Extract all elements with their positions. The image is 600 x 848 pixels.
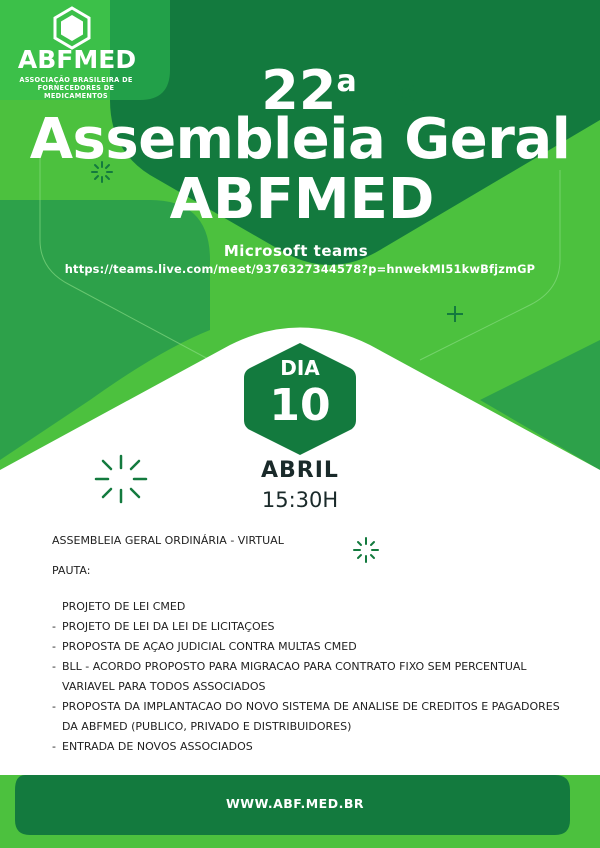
agenda-dash: - bbox=[52, 640, 56, 653]
meeting-platform: Microsoft teams bbox=[223, 242, 369, 260]
hexagon-logo-icon bbox=[50, 6, 94, 50]
meeting-link[interactable]: https://teams.live.com/meet/9376327344578?p=hnwekMI51kwBfjzmGP bbox=[64, 262, 536, 276]
agenda-dash: - bbox=[52, 660, 56, 673]
agenda-item-text: PROPOSTA DE AÇAO JUDICIAL CONTRA MULTAS CMED bbox=[62, 640, 357, 653]
agenda-label: PAUTA: bbox=[52, 564, 91, 577]
logo-subtitle-line2: FORNECEDORES DE MEDICAMENTOS bbox=[37, 84, 115, 100]
agenda-item-text: BLL - ACORDO PROPOSTO PARA MIGRACAO PARA CONTRATO FIXO SEM PERCENTUAL VARIAVEL PARA TODOS ASSOCIADOS bbox=[62, 660, 527, 693]
agenda-item bbox=[52, 737, 572, 757]
day-number: 10 bbox=[269, 380, 331, 431]
logo-name: ABFMED bbox=[17, 45, 137, 74]
agenda-item-text: PROJETO DE LEI CMED bbox=[62, 600, 186, 613]
event-time: 15:30H bbox=[261, 488, 339, 512]
event-month: ABRIL bbox=[261, 458, 339, 483]
agenda-item bbox=[52, 597, 572, 617]
agenda-dash: - bbox=[52, 700, 56, 713]
event-title: Assembleia Geral bbox=[29, 107, 571, 172]
logo-subtitle-line1: ASSOCIAÇÃO BRASILEIRA DE bbox=[19, 76, 133, 84]
day-label: DIA bbox=[280, 356, 320, 380]
event-organization: ABFMED bbox=[169, 167, 435, 232]
edition-ordinal: a bbox=[336, 64, 357, 99]
plus-icon bbox=[447, 306, 463, 322]
agenda-dash: - bbox=[52, 740, 56, 753]
agenda-dash: - bbox=[52, 620, 56, 633]
agenda-item bbox=[52, 657, 572, 697]
assembly-type: ASSEMBLEIA GERAL ORDINÁRIA - VIRTUAL bbox=[52, 534, 284, 547]
agenda-list bbox=[52, 597, 572, 757]
edition-number-value: 22 bbox=[261, 59, 337, 122]
website-link[interactable]: WWW.ABF.MED.BR bbox=[226, 796, 364, 811]
agenda-item bbox=[52, 697, 572, 737]
agenda-item-text: PROJETO DE LEI DA LEI DE LICITAÇOES bbox=[62, 620, 275, 633]
agenda-item bbox=[52, 637, 572, 657]
agenda-item-text: PROPOSTA DA IMPLANTACAO DO NOVO SISTEMA DE ANALISE DE CREDITOS E PAGADORES DA ABFMED (PUBLICO, PRIVADO E DISTRIBUIDORES) bbox=[62, 700, 560, 733]
agenda-item-text: ENTRADA DE NOVOS ASSOCIADOS bbox=[62, 740, 253, 753]
agenda-item bbox=[52, 617, 572, 637]
